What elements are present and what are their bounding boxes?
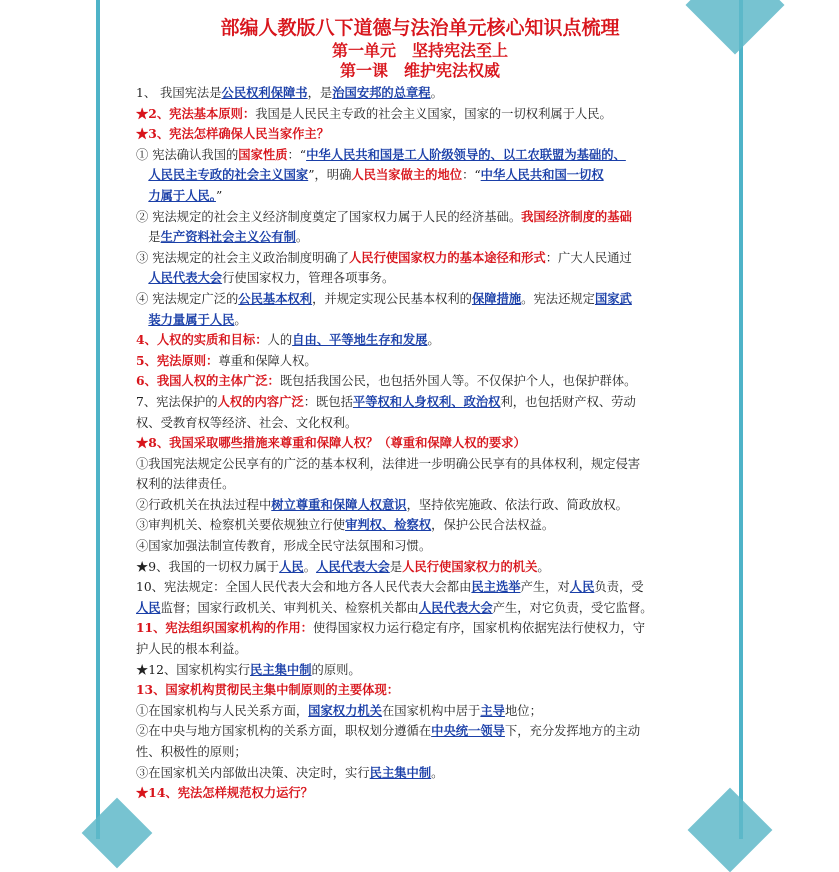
key-term: 人民代表大会 [316,558,390,574]
lesson-heading: 第一课 维护宪法权威 [339,61,500,80]
text-line [136,330,730,351]
key-term: 公民权利保障书 [221,85,308,100]
body-text [136,271,148,285]
document-page [104,16,736,826]
body-text: 产生，对 [520,580,570,595]
body-text: 利，也包括财产权、劳动 [500,394,636,409]
body-text: ★12、国家机构实行 [136,662,251,677]
highlight-text: ★8、我国采取哪些措施来尊重和保障人权？（尊重和保障人权的要求） [136,435,526,451]
text-line [136,618,730,639]
key-term: 人民代表大会 [418,599,493,615]
text-line [136,763,730,784]
highlight-text: ★2、宪法基本原则： [136,105,256,121]
key-term: 人民代表大会 [148,270,223,286]
body-text: 。宪法还规定 [521,291,595,306]
text-line [136,351,730,372]
text-line [136,268,730,289]
text-line [136,433,730,454]
key-term: 主导 [480,702,505,718]
text-line [136,598,730,619]
body-text: 下，充分发挥地方的主动 [504,724,641,739]
text-line [136,495,730,516]
key-term: 公民基本权利 [238,290,313,306]
body-text: ：既包括 [303,394,353,409]
body-text: ，是 [307,86,333,100]
body-text: 在国家机构中居于 [381,703,481,718]
text-line [136,83,730,104]
body-text: ” [215,188,223,203]
body-text: ”，明确 [308,168,352,183]
highlight-text: 人民当家做主的地位 [351,167,463,183]
body-text: 尊重和保障人权。 [218,353,317,368]
unit-heading: 第一单元 坚持宪法至上 [331,41,508,60]
body-text: ② 宪法规定的社会主义经济制度奠定了国家权力属于人民的经济基础。 [136,209,522,224]
text-line [136,536,730,557]
key-term: 国家权力机关 [308,702,382,718]
body-text: ★9、我国的一切权力属于 [136,559,280,574]
text-line [136,721,730,742]
highlight-text: 国家性质 [238,146,288,162]
key-term: 中央统一领导 [431,723,505,739]
key-term: 中华人民共和国一切权 [480,167,604,183]
body-text [136,313,148,327]
highlight-text: 5、宪法原则： [136,352,219,368]
key-term: 民主集中制 [250,661,312,677]
key-term: 民主集中制 [369,764,432,780]
text-line [136,660,730,681]
key-term: 人民民主专政的社会主义国家 [148,167,309,183]
text-line [136,248,730,269]
body-text: ③ 宪法规定的社会主义政治制度明确了 [136,250,349,265]
body-text: 。 [427,333,440,348]
body-text: 权利的法律责任。 [136,477,235,492]
body-text: 护人民的根本利益。 [136,642,247,657]
key-term: 生产资料社会主义公有制 [160,229,296,245]
highlight-text: 6、我国人权的主体广泛： [136,373,280,389]
body-text [136,189,148,203]
body-text: 。 [295,230,309,245]
highlight-text: 4、人权的实质和目标： [136,332,268,348]
body-text: 使得国家权力运行稳定有序，国家机构依据宪法行使权力，守 [312,621,646,636]
highlight-text: ★14、宪法怎样规范权力运行？ [136,785,313,801]
highlight-text: 11、宪法组织国家机构的作用： [136,620,313,636]
text-line [136,371,730,392]
body-text: 我国是人民民主专政的社会主义国家，国家的一切权利属于人民。 [255,106,612,121]
body-text: 是 [136,230,161,245]
text-line [136,413,730,434]
body-text: ③审判机关、检察机关要依规独立行使 [136,518,346,533]
key-term: 治国安邦的总章程 [332,85,431,100]
text-line [136,289,730,310]
body-text: 人的 [267,333,293,348]
highlight-text: 人权的内容广泛 [217,393,304,409]
text-line [136,474,730,495]
body-text: 是 [389,559,403,574]
text-line [136,557,730,578]
body-text: 地位； [504,703,542,718]
body-text: ，并规定实现公民基本权利的 [312,291,472,306]
body-text: ③在国家机关内部做出决策、决定时，实行 [136,765,370,780]
highlight-text: ★3、宪法怎样确保人民当家作主？ [136,126,330,142]
highlight-text: 人民行使国家权力的机关 [402,558,538,574]
key-term: 人民 [569,579,595,595]
body-text: 。 [303,559,317,574]
body-text: ②在中央与地方国家机构的关系方面，职权划分遵循在 [136,724,432,739]
highlight-text: 我国经济制度的基础 [521,208,632,224]
document-body [104,83,736,804]
key-term: 国家武 [594,290,632,306]
body-text: 监督；国家行政机关、审判机关、检察机关都由 [160,600,419,615]
text-line [136,680,730,701]
body-text: 产生，对它负责，受它监督。 [492,600,653,615]
body-text: 。 [431,765,444,780]
key-term: 保障措施 [471,290,522,306]
highlight-text: 人民行使国家权力的基本途径和形式 [348,249,546,265]
body-text: ，保护公民合法权益。 [431,518,555,533]
body-text: ，坚持依宪施政、依法行政、简政放权。 [406,497,628,512]
body-text: ②行政机关在执法过程中 [136,497,272,512]
text-line [136,639,730,660]
body-text: 10、宪法规定：全国人民代表大会和地方各人民代表大会都由 [136,580,472,595]
body-text: ① 宪法确认我国的 [136,147,239,162]
text-line [136,783,730,804]
body-text: 性、积极性的原则； [136,745,247,759]
body-text: ①在国家机构与人民关系方面， [136,703,309,718]
text-line [136,515,730,536]
key-term: 中华人民共和国是工人阶级领导的、以工农联盟为基础的、 [306,146,626,162]
body-text: ①我国宪法规定公民享有的广泛的基本权利，法律进一步明确公民享有的具体权利，规定侵害 [136,456,641,471]
document-title: 部编人教版八下道德与法治单元核心知识点梳理 [220,17,620,39]
body-text: 权、受教育权等经济、社会、文化权利。 [136,415,358,430]
highlight-text: 13、国家机构贯彻民主集中制原则的主要体现： [136,682,400,698]
key-term: 自由、平等地生存和发展 [292,332,428,348]
text-line [136,227,730,248]
body-text: 。 [234,312,247,327]
body-text: 1、 我国宪法是 [136,86,222,100]
text-line [136,165,730,186]
body-text: ④ 宪法规定广泛的 [136,291,239,306]
key-term: 民主选举 [471,579,521,595]
left-frame-border [96,0,100,839]
text-line [136,742,730,763]
body-text: 。 [537,559,550,574]
body-text: ：广大人民通过 [545,250,632,265]
key-term: 力属于人民。 [148,187,216,203]
key-term: 平等权和人身权利、政治权 [352,393,501,409]
key-term: 人民 [279,558,304,574]
text-line [136,124,730,145]
text-line [136,186,730,207]
text-line [136,577,730,598]
body-text: 行使国家权力，管理各项事务。 [222,271,395,286]
body-text: 负责，受 [594,580,644,595]
key-term: 树立尊重和保障人权意识 [271,496,407,512]
text-line [136,310,730,331]
text-line [136,392,730,413]
body-text: 既包括我国公民，也包括外国人等。不仅保护个人，也保护群体。 [279,374,637,389]
body-text: 7、宪法保护的 [136,394,218,409]
text-line [136,207,730,228]
text-line [136,701,730,722]
body-text: 的原则。 [311,662,361,677]
text-line [136,104,730,125]
text-line [136,454,730,475]
body-text [136,168,148,182]
key-term: 装力量属于人民 [148,311,235,327]
body-text: ④国家加强法制宣传教育，形成全民守法氛围和习惯。 [136,539,432,554]
body-text: ：“ [287,147,307,162]
key-term: 审判权、检察权 [345,517,432,533]
text-line [136,145,730,166]
body-text: 。 [430,86,443,100]
key-term: 人民 [136,599,161,615]
right-frame-border [739,0,743,839]
body-text: ：“ [462,168,481,183]
